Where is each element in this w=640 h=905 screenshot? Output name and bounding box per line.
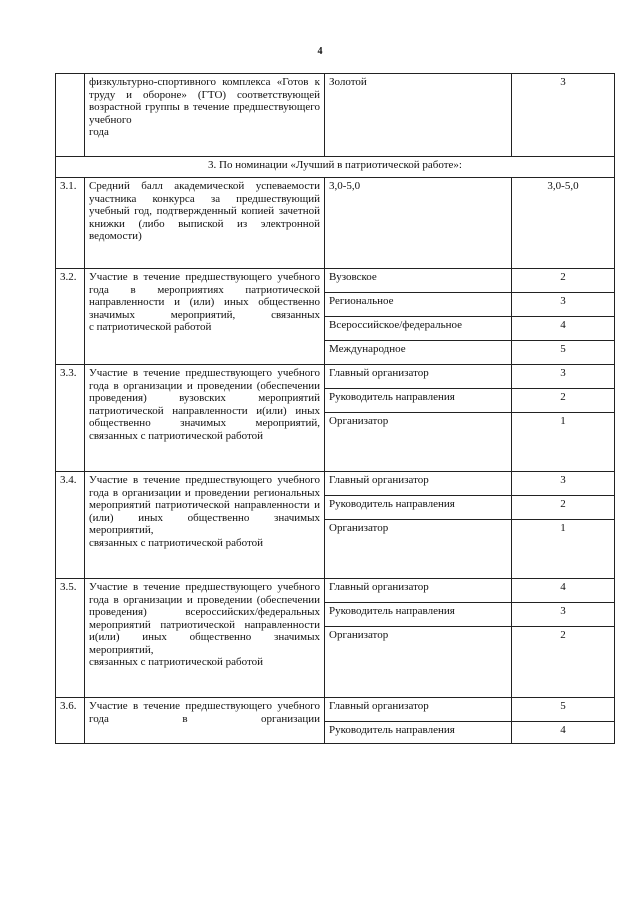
criterion-number: 3.1.	[56, 178, 85, 269]
page-number: 4	[317, 46, 323, 57]
option-points: 4	[512, 579, 615, 603]
option-points: 1	[512, 520, 615, 579]
option-points: 1	[512, 413, 615, 472]
option-label: Главный организатор	[325, 365, 512, 389]
section-title: 3. По номинации «Лучший в патриотической работе»:	[56, 157, 615, 178]
criteria-table	[55, 73, 615, 744]
criterion-description: Участие в течение предшествующего учебного года в мероприятиях патриотической направленности и (или) иных общественно значимых мероприятий, связанных с патриотической работой	[85, 269, 325, 365]
criterion-description: Участие в течение предшествующего учебного года в организации	[85, 698, 325, 744]
option-label: Организатор	[325, 627, 512, 698]
option-label: Вузовское	[325, 269, 512, 293]
option-label: Главный организатор	[325, 579, 512, 603]
option-points: 2	[512, 269, 615, 293]
criterion-number: 3.6.	[56, 698, 85, 744]
criterion-description: Средний балл академической успеваемости участника конкурса за предшествующий учебный год, подтвержденный копией зачетной книжки (либо выпиской из электронной ведомости)	[85, 178, 325, 269]
table-row	[56, 178, 615, 269]
option-points: 3	[512, 472, 615, 496]
option-label: Всероссийское/федеральное	[325, 317, 512, 341]
option-label: Главный организатор	[325, 472, 512, 496]
option-points: 5	[512, 698, 615, 722]
criterion-description: Участие в течение предшествующего учебного года в организации и проведении (обеспечении проведения) вузовских мероприятий патриотической направленности и(или) иных общественно значимых мероприятий, связанных с патриотической работой	[85, 365, 325, 472]
option-label: Региональное	[325, 293, 512, 317]
criterion-number: 3.2.	[56, 269, 85, 365]
option-points: 3	[512, 603, 615, 627]
criterion-number: 3.5.	[56, 579, 85, 698]
option-points: 3	[512, 365, 615, 389]
option-label: Международное	[325, 341, 512, 365]
criterion-number: 3.4.	[56, 472, 85, 579]
option-points: 4	[512, 317, 615, 341]
option-points: 5	[512, 341, 615, 365]
option-label: 3,0-5,0	[325, 178, 512, 269]
option-points: 3	[512, 293, 615, 317]
option-label: Руководитель направления	[325, 389, 512, 413]
option-points: 2	[512, 389, 615, 413]
option-label: Руководитель направления	[325, 722, 512, 744]
option-label: Организатор	[325, 413, 512, 472]
criterion-description: Участие в течение предшествующего учебного года в организации и проведении региональных мероприятий патриотической направленности и (или) иных общественно значимых мероприятий, связанных с патриотической работой	[85, 472, 325, 579]
table-row	[56, 579, 615, 603]
table-row	[56, 472, 615, 496]
option-label: Организатор	[325, 520, 512, 579]
table-row	[56, 269, 615, 293]
criterion-number: 3.3.	[56, 365, 85, 472]
option-label: Руководитель направления	[325, 496, 512, 520]
option-label: Золотой	[325, 74, 512, 157]
section-header-row	[56, 157, 615, 178]
option-points: 2	[512, 627, 615, 698]
option-points: 3,0-5,0	[512, 178, 615, 269]
table-row	[56, 698, 615, 722]
table-row	[56, 365, 615, 389]
option-points: 4	[512, 722, 615, 744]
criterion-description: физкультурно-спортивного комплекса «Готов к труду и обороне» (ГТО) соответствующей возрастной группы в течение предшествующего учебного года	[85, 74, 325, 157]
option-label: Главный организатор	[325, 698, 512, 722]
option-label: Руководитель направления	[325, 603, 512, 627]
table-row	[56, 74, 615, 157]
option-points: 2	[512, 496, 615, 520]
criterion-description: Участие в течение предшествующего учебного года в организации и проведении (обеспечении проведения) всероссийских/федеральных мероприятий патриотической направленности и(или) иных общественно значимых мероприятий, связанных с патриотической работой	[85, 579, 325, 698]
option-points: 3	[512, 74, 615, 157]
